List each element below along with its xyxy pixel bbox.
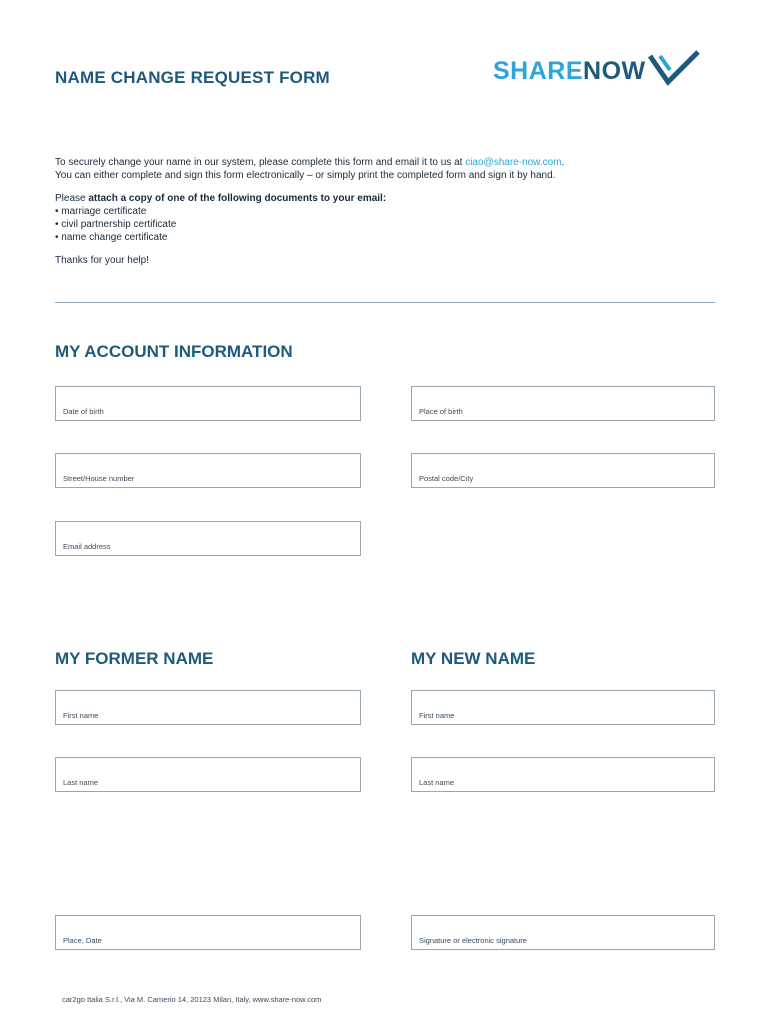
intro-line-1-pre: To securely change your name in our system, please complete this form and email it to us at — [55, 157, 466, 168]
new-last-name-field[interactable] — [411, 757, 715, 792]
attach-pre: Please — [55, 193, 89, 204]
email-label: Email address — [63, 542, 111, 551]
account-heading: MY ACCOUNT INFORMATION — [55, 342, 293, 361]
former-first-name-label: First name — [63, 711, 99, 720]
email-field[interactable] — [55, 521, 361, 556]
new-last-name-label: Last name — [419, 778, 455, 787]
intro-line-1-post: . — [561, 157, 565, 168]
new-first-name-field[interactable] — [411, 690, 715, 725]
doc-item-marriage: • marriage certificate — [55, 206, 147, 217]
intro-text — [55, 156, 715, 267]
attach-instruction — [55, 192, 715, 205]
logo-check-icon — [648, 50, 700, 86]
postal-city-field[interactable] — [411, 453, 715, 488]
postal-city-label: Postal code/City — [419, 474, 474, 483]
page-title: NAME CHANGE REQUEST FORM — [55, 68, 330, 87]
former-last-name-field[interactable] — [55, 757, 361, 792]
date-of-birth-label: Date of birth — [63, 407, 104, 416]
place-date-label: Place, Date — [63, 936, 102, 945]
former-first-name-field[interactable] — [55, 690, 361, 725]
footer-text: car2go Italia S.r.l., Via M. Camerio 14, 20123 Milan, Italy, www.share-now.com — [62, 995, 322, 1004]
doc-item-name-change: • name change certificate — [55, 232, 168, 243]
intro-line-1 — [55, 156, 715, 169]
doc-item-partnership: • civil partnership certificate — [55, 219, 177, 230]
former-last-name-label: Last name — [63, 778, 99, 787]
new-first-name-label: First name — [419, 711, 455, 720]
place-of-birth-field[interactable] — [411, 386, 715, 421]
former-name-heading: MY FORMER NAME — [55, 649, 214, 668]
place-of-birth-label: Place of birth — [419, 407, 463, 416]
logo-now-text: NOW — [583, 57, 646, 85]
place-date-field[interactable] — [55, 915, 361, 950]
divider — [55, 302, 715, 303]
attach-bold: attach a copy of one of the following documents to your email: — [88, 193, 387, 204]
intro-line-2: You can either complete and sign this form electronically – or simply print the completed form and sign it by hand. — [55, 170, 556, 181]
sharenow-logo — [493, 50, 700, 90]
street-label: Street/House number — [63, 474, 135, 483]
new-name-heading: MY NEW NAME — [411, 649, 536, 668]
signature-label: Signature or electronic signature — [419, 936, 527, 945]
street-field[interactable] — [55, 453, 361, 488]
email-link[interactable]: ciao@share-now.com — [465, 157, 562, 168]
signature-field[interactable] — [411, 915, 715, 950]
date-of-birth-field[interactable] — [55, 386, 361, 421]
logo-share-text: SHARE — [493, 57, 584, 85]
thanks-text: Thanks for your help! — [55, 255, 149, 266]
